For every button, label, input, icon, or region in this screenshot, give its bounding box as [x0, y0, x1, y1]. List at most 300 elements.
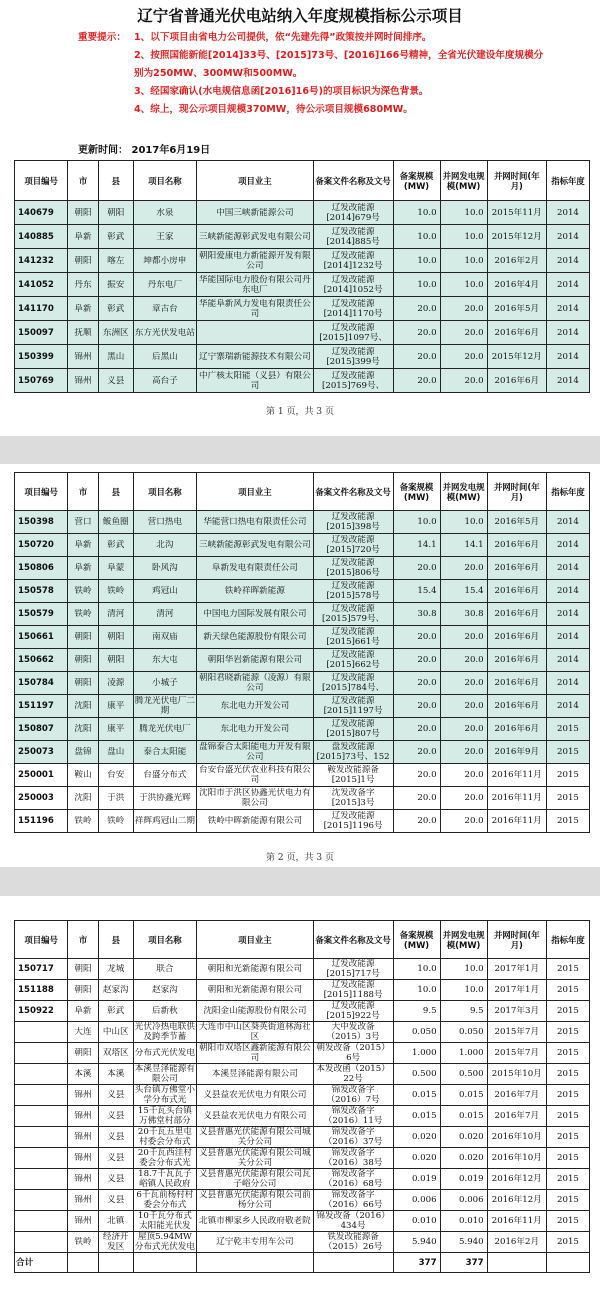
table-row	[15, 273, 590, 297]
cell-city: 锦州	[68, 1127, 99, 1148]
cell-owner: 铁岭祥晖新能源	[197, 580, 314, 603]
notes-label: 重要提示：	[78, 32, 126, 43]
table-row	[15, 603, 590, 626]
cell-county: 阜蒙	[98, 557, 133, 580]
cell-grid-capacity: 20.0	[440, 741, 487, 764]
cell-year: 2015	[546, 810, 589, 833]
cell-capacity: 20.0	[393, 626, 440, 649]
cell-owner: 华能国际电力股份有限公司丹东电厂	[197, 273, 314, 297]
cell-grid-time: 2016年7月	[487, 1085, 546, 1106]
cell-county: 铁岭	[98, 580, 133, 603]
cell-grid-time: 2016年6月	[487, 672, 546, 695]
cell-name: 20千瓦五里屯村委会分布式	[133, 1127, 196, 1148]
cell-grid-capacity: 20.0	[440, 764, 487, 787]
cell-grid-time: 2016年6月	[487, 649, 546, 672]
cell-file: 辽发改能源[2015]717号	[313, 959, 393, 980]
cell-name: 水泉	[133, 201, 196, 225]
cell-owner: 东北电力开发公司	[197, 718, 314, 741]
cell-file: 锦发改备字（2016）11号	[313, 1106, 393, 1127]
cell-county: 义县	[98, 1148, 133, 1169]
cell-file: 铁发改能源备（2015）26号	[313, 1232, 393, 1253]
cell-name: 清河	[133, 603, 196, 626]
cell-file: 辽发改能源[2015]922号	[313, 1001, 393, 1022]
cell-name: 营口热电	[133, 511, 196, 534]
header-grid-time: 并网时间(年月)	[487, 161, 546, 201]
header-code: 项目编号	[15, 161, 68, 201]
table-row	[15, 810, 590, 833]
cell-code: 151188	[15, 980, 68, 1001]
cell-grid-capacity: 10.0	[440, 980, 487, 1001]
cell-code: 250073	[15, 741, 68, 764]
cell-city: 盘锦	[68, 741, 99, 764]
cell-grid-time: 2015年12月	[487, 345, 546, 369]
cell-capacity: 15.4	[393, 580, 440, 603]
cell-owner: 中国电力国际发展有限公司	[197, 603, 314, 626]
cell-name: 10千瓦分布式太阳能光伏发	[133, 1211, 196, 1232]
project-table-page-2	[14, 472, 590, 833]
cell-county: 铁岭	[98, 810, 133, 833]
page-number: 第 2 页，共 3 页	[266, 853, 334, 863]
cell-year: 2014	[546, 534, 589, 557]
cell-grid-time: 2016年12月	[487, 1190, 546, 1211]
cell-year: 2014	[546, 321, 589, 345]
cell-code: 150922	[15, 1001, 68, 1022]
note-line-5: 4、综上，现公示项目规模370MW，待公示项目规模680MW。	[134, 104, 413, 115]
cell-code: 150720	[15, 534, 68, 557]
cell-city: 朝阳	[68, 672, 99, 695]
cell-owner: 朝阳和光新能源有限公司	[197, 959, 314, 980]
update-time: 更新时间： 2017年6月19日	[78, 145, 211, 156]
header-county: 县	[98, 473, 133, 511]
table-row	[15, 249, 590, 273]
cell-grid-capacity: 20.0	[440, 810, 487, 833]
cell-capacity: 20.0	[393, 649, 440, 672]
cell-grid-time: 2015年11月	[487, 201, 546, 225]
table-row	[15, 1022, 590, 1043]
cell-city: 阜新	[68, 534, 99, 557]
cell-county: 中山区	[98, 1022, 133, 1043]
cell-file: 辽发改能源[2014]885号	[313, 225, 393, 249]
total-empty-cell	[68, 1253, 99, 1273]
cell-year: 2014	[546, 672, 589, 695]
cell-city: 锦州	[68, 1211, 99, 1232]
table-row	[15, 201, 590, 225]
cell-name: 高台子	[133, 369, 196, 393]
cell-capacity: 20.0	[393, 741, 440, 764]
cell-year: 2014	[546, 695, 589, 718]
header-grid-capacity: 并网发电规模(MW)	[440, 161, 487, 201]
cell-county: 彰武	[98, 297, 133, 321]
cell-owner: 本溪昱泽能源有限公司	[197, 1064, 314, 1085]
cell-grid-time: 2016年6月	[487, 534, 546, 557]
cell-name: 15千瓦头台镇万佛堂村部分	[133, 1106, 196, 1127]
cell-capacity: 20.0	[393, 297, 440, 321]
cell-grid-capacity: 0.015	[440, 1085, 487, 1106]
cell-file: 鞍发改能源备[2015]1号	[313, 764, 393, 787]
cell-file: 锦发改备字（2016）37号	[313, 1127, 393, 1148]
cell-grid-time: 2016年2月	[487, 1232, 546, 1253]
cell-year: 2014	[546, 369, 589, 393]
cell-owner: 三峡新能源彰武发电有限公司	[197, 534, 314, 557]
cell-grid-time: 2016年4月	[487, 273, 546, 297]
cell-name: 联合	[133, 959, 196, 980]
cell-grid-time: 2016年12月	[487, 1169, 546, 1190]
cell-code: 151197	[15, 695, 68, 718]
cell-file: 本发改函（2015）22号	[313, 1064, 393, 1085]
cell-name: 北沟	[133, 534, 196, 557]
cell-year: 2015	[546, 1232, 589, 1253]
cell-grid-time: 2016年6月	[487, 718, 546, 741]
header-capacity: 备案规模(MW)	[393, 921, 440, 959]
cell-grid-time: 2016年6月	[487, 557, 546, 580]
cell-year: 2014	[546, 225, 589, 249]
cell-year: 2014	[546, 201, 589, 225]
cell-grid-time: 2016年10月	[487, 1148, 546, 1169]
cell-grid-time: 2016年6月	[487, 321, 546, 345]
cell-owner: 义县普惠光伏能源有限公司前杨分公司	[197, 1190, 314, 1211]
cell-grid-time: 2015年7月	[487, 1022, 546, 1043]
cell-capacity: 20.0	[393, 764, 440, 787]
cell-owner: 三峡新能源彰武发电有限公司	[197, 225, 314, 249]
header-file: 备案文件名称及文号	[313, 161, 393, 201]
cell-county: 义县	[98, 1085, 133, 1106]
cell-file: 辽发改能源[2015]720号	[313, 534, 393, 557]
cell-name: 祥辉鸡冠山二期	[133, 810, 196, 833]
cell-file: 辽发改能源[2014]679号	[313, 201, 393, 225]
cell-owner: 朝阳君晓新能源（凌源）有限公司	[197, 672, 314, 695]
cell-grid-capacity: 20.0	[440, 649, 487, 672]
cell-county: 经济开发区	[98, 1232, 133, 1253]
cell-county: 龙城	[98, 959, 133, 980]
cell-county: 义县	[98, 369, 133, 393]
header-file: 备案文件名称及文号	[313, 473, 393, 511]
table-row	[15, 1085, 590, 1106]
cell-file: 辽发改能源[2015]579号、	[313, 603, 393, 626]
cell-code: 150806	[15, 557, 68, 580]
cell-file: 辽发改能源[2015]1197号	[313, 695, 393, 718]
cell-code: 150097	[15, 321, 68, 345]
cell-grid-capacity: 1.000	[440, 1043, 487, 1064]
cell-year: 2015	[546, 1022, 589, 1043]
cell-capacity: 20.0	[393, 345, 440, 369]
table-row	[15, 764, 590, 787]
table-row	[15, 1232, 590, 1253]
cell-code: 150579	[15, 603, 68, 626]
cell-name: 6千瓦前杨村村委会分布式	[133, 1190, 196, 1211]
cell-year: 2015	[546, 1001, 589, 1022]
cell-grid-time: 2016年10月	[487, 1127, 546, 1148]
cell-capacity: 30.8	[393, 603, 440, 626]
cell-county: 清河	[98, 603, 133, 626]
cell-city: 锦州	[68, 345, 99, 369]
cell-city: 铁岭	[68, 580, 99, 603]
cell-capacity: 10.0	[393, 959, 440, 980]
header-owner: 项目业主	[197, 161, 314, 201]
cell-year: 2015	[546, 1127, 589, 1148]
cell-year: 2015	[546, 741, 589, 764]
cell-city: 铁岭	[68, 810, 99, 833]
cell-capacity: 10.0	[393, 201, 440, 225]
cell-year: 2015	[546, 1085, 589, 1106]
header-code: 项目编号	[15, 473, 68, 511]
cell-city: 阜新	[68, 1001, 99, 1022]
cell-owner: 义县普惠光伏能源有限公司瓦子峪分公司	[197, 1169, 314, 1190]
cell-year: 2015	[546, 1148, 589, 1169]
cell-file: 辽发改能源[2015]662号	[313, 649, 393, 672]
cell-capacity: 20.0	[393, 787, 440, 810]
cell-code	[15, 1232, 68, 1253]
cell-file: 锦发改备字（2016）38号	[313, 1148, 393, 1169]
cell-capacity: 10.0	[393, 511, 440, 534]
cell-name: 后黑山	[133, 345, 196, 369]
cell-file: 辽发改能源[2015]661号	[313, 626, 393, 649]
page-3	[0, 896, 600, 1293]
cell-county: 本溪	[98, 1064, 133, 1085]
cell-file: 辽发改能源[2014]1170号	[313, 297, 393, 321]
header-owner: 项目业主	[197, 473, 314, 511]
cell-owner: 沈阳市于洪区协鑫光伏电力有限公司	[197, 787, 314, 810]
cell-owner: 铁岭中晖新能源有限公司	[197, 810, 314, 833]
cell-grid-capacity: 20.0	[440, 557, 487, 580]
cell-year: 2014	[546, 511, 589, 534]
page-title: 辽宁省普通光伏电站纳入年度规模指标公示项目	[137, 7, 463, 25]
cell-city: 锦州	[68, 1169, 99, 1190]
cell-grid-capacity: 20.0	[440, 626, 487, 649]
cell-city: 朝阳	[68, 626, 99, 649]
table-row	[15, 649, 590, 672]
table-row	[15, 1001, 590, 1022]
cell-county: 彰武	[98, 534, 133, 557]
cell-county: 振安	[98, 273, 133, 297]
cell-grid-time: 2017年3月	[487, 1001, 546, 1022]
table-row	[15, 225, 590, 249]
cell-year: 2014	[546, 557, 589, 580]
cell-grid-capacity: 20.0	[440, 718, 487, 741]
cell-owner: 义县普惠光伏能源有限公司城关分公司	[197, 1148, 314, 1169]
header-year: 指标年度	[546, 921, 589, 959]
cell-county: 北镇	[98, 1211, 133, 1232]
header-name: 项目名称	[133, 161, 196, 201]
cell-county: 双塔区	[98, 1043, 133, 1064]
cell-city: 锦州	[68, 369, 99, 393]
cell-code: 150661	[15, 626, 68, 649]
cell-grid-time: 2015年10月	[487, 1064, 546, 1085]
cell-city: 沈阳	[68, 718, 99, 741]
cell-city: 朝阳	[68, 959, 99, 980]
header-year: 指标年度	[546, 473, 589, 511]
total-empty-cell	[487, 1253, 546, 1273]
cell-file: 锦发改备字（2016）66号	[313, 1190, 393, 1211]
table-row	[15, 580, 590, 603]
cell-file: 辽发改能源[2015]806号	[313, 557, 393, 580]
total-capacity: 377	[393, 1253, 440, 1273]
table-row	[15, 511, 590, 534]
cell-county: 盘山	[98, 741, 133, 764]
cell-grid-capacity: 10.0	[440, 959, 487, 980]
cell-city: 朝阳	[68, 649, 99, 672]
cell-owner: 中广核太阳能（义县）有限公司	[197, 369, 314, 393]
cell-owner: 辽宁乾丰专用车公司	[197, 1232, 314, 1253]
cell-county: 义县	[98, 1169, 133, 1190]
cell-grid-capacity: 20.0	[440, 672, 487, 695]
cell-county: 彰武	[98, 1001, 133, 1022]
cell-code: 250001	[15, 764, 68, 787]
cell-city: 沈阳	[68, 695, 99, 718]
cell-county: 黑山	[98, 345, 133, 369]
page-1	[0, 0, 600, 452]
cell-file: 辽发改能源[2014]1052号	[313, 273, 393, 297]
cell-grid-capacity: 10.0	[440, 225, 487, 249]
cell-code	[15, 1106, 68, 1127]
cell-county: 台安	[98, 764, 133, 787]
cell-grid-capacity: 10.0	[440, 511, 487, 534]
cell-name: 赵家沟	[133, 980, 196, 1001]
project-table-page-3	[14, 920, 590, 1273]
cell-grid-capacity: 20.0	[440, 321, 487, 345]
header-city: 市	[68, 473, 99, 511]
table-row	[15, 1148, 590, 1169]
cell-code: 250003	[15, 787, 68, 810]
cell-city: 阜新	[68, 297, 99, 321]
table-row	[15, 718, 590, 741]
cell-grid-capacity: 20.0	[440, 695, 487, 718]
cell-grid-capacity: 0.020	[440, 1148, 487, 1169]
cell-year: 2015	[546, 959, 589, 980]
cell-city: 本溪	[68, 1064, 99, 1085]
cell-owner: 义县益农光伏电力有限公司	[197, 1085, 314, 1106]
cell-year: 2015	[546, 980, 589, 1001]
cell-grid-time: 2016年5月	[487, 297, 546, 321]
cell-code	[15, 1127, 68, 1148]
cell-name: 丹东电厂	[133, 273, 196, 297]
table-row	[15, 741, 590, 764]
cell-name: 本溪昱泽能源有限公司	[134, 1064, 195, 1084]
cell-year: 2015	[546, 1211, 589, 1232]
cell-code: 141232	[15, 249, 68, 273]
total-empty-cell	[133, 1253, 196, 1273]
cell-year: 2014	[546, 273, 589, 297]
cell-owner: 阜新发电有限责任公司	[197, 557, 314, 580]
total-label: 合计	[15, 1253, 68, 1273]
note-line-1: 1、以下项目由省电力公司提供，依“先建先得”政策按并网时间排序。	[134, 32, 432, 43]
cell-code	[15, 1211, 68, 1232]
cell-code: 150807	[15, 718, 68, 741]
cell-capacity: 1.000	[393, 1043, 440, 1064]
cell-grid-time: 2017年1月	[487, 959, 546, 980]
cell-capacity: 10.0	[393, 273, 440, 297]
total-row	[15, 1253, 590, 1273]
cell-owner: 义县益农光伏电力有限公司	[197, 1106, 314, 1127]
cell-name: 章古台	[133, 297, 196, 321]
cell-city: 锦州	[68, 1085, 99, 1106]
cell-county: 义县	[98, 1127, 133, 1148]
cell-name: 台盛分布式	[133, 764, 196, 787]
cell-grid-time: 2016年6月	[487, 626, 546, 649]
header-grid-capacity: 并网发电规模(MW)	[440, 921, 487, 959]
cell-capacity: 0.015	[393, 1106, 440, 1127]
cell-code	[15, 1043, 68, 1064]
cell-city: 锦州	[68, 1106, 99, 1127]
cell-owner: 朝阳华岩新能源有限公司	[197, 649, 314, 672]
table-row	[15, 1190, 590, 1211]
header-owner: 项目业主	[197, 921, 314, 959]
table-row	[15, 297, 590, 321]
cell-grid-capacity: 10.0	[440, 249, 487, 273]
cell-county: 赵家沟	[98, 980, 133, 1001]
cell-code: 141052	[15, 273, 68, 297]
cell-capacity: 14.1	[393, 534, 440, 557]
cell-city: 阜新	[68, 557, 99, 580]
cell-file: 沈发改备字[2015]3号	[313, 787, 393, 810]
cell-capacity: 20.0	[393, 672, 440, 695]
cell-grid-capacity: 9.5	[440, 1001, 487, 1022]
cell-city: 朝阳	[68, 249, 99, 273]
cell-grid-capacity: 5.940	[440, 1232, 487, 1253]
cell-owner: 盘锦泰合太阳能电力开发有限公司	[197, 741, 314, 764]
cell-grid-time: 2016年6月	[487, 580, 546, 603]
cell-owner: 朝阳市双塔区鑫新能源有限公司	[197, 1043, 314, 1064]
cell-code: 150398	[15, 511, 68, 534]
cell-year: 2014	[546, 580, 589, 603]
table-row	[15, 672, 590, 695]
table-row	[15, 695, 590, 718]
cell-code: 151196	[15, 810, 68, 833]
cell-code: 150717	[15, 959, 68, 980]
total-grid-capacity: 377	[440, 1253, 487, 1273]
table-row	[15, 369, 590, 393]
cell-county: 喀左	[98, 249, 133, 273]
cell-code	[15, 1022, 68, 1043]
header-county: 县	[98, 921, 133, 959]
cell-code	[15, 1169, 68, 1190]
cell-code	[15, 1085, 68, 1106]
cell-grid-capacity: 0.050	[440, 1022, 487, 1043]
cell-capacity: 10.0	[393, 249, 440, 273]
note-line-3: 别为250MW、300MW和500MW。	[134, 68, 303, 79]
cell-year: 2015	[546, 787, 589, 810]
cell-county: 义县	[98, 1190, 133, 1211]
total-empty-cell	[197, 1253, 314, 1273]
header-grid-time: 并网时间(年月)	[487, 921, 546, 959]
cell-grid-time: 2016年7月	[487, 1106, 546, 1127]
total-empty-cell	[313, 1253, 393, 1273]
cell-file: 大中发改备（2015）3号	[313, 1022, 393, 1043]
cell-county: 朝阳	[98, 201, 133, 225]
cell-grid-capacity: 15.4	[440, 580, 487, 603]
cell-year: 2015	[546, 1043, 589, 1064]
cell-city: 铁岭	[68, 603, 99, 626]
cell-capacity: 0.019	[393, 1169, 440, 1190]
cell-capacity: 10.0	[393, 980, 440, 1001]
cell-file: 辽发改能源[2015]769号、	[313, 369, 393, 393]
cell-grid-capacity: 0.020	[440, 1127, 487, 1148]
table-row	[15, 557, 590, 580]
cell-city: 抚顺	[68, 321, 99, 345]
cell-capacity: 20.0	[393, 369, 440, 393]
cell-file: 辽发改能源[2015]1097号、	[313, 321, 393, 345]
cell-grid-time: 2016年11月	[487, 1211, 546, 1232]
cell-capacity: 20.0	[393, 810, 440, 833]
header-year: 指标年度	[546, 161, 589, 201]
header-name: 项目名称	[133, 473, 196, 511]
cell-grid-capacity: 10.0	[440, 201, 487, 225]
cell-code: 140885	[15, 225, 68, 249]
cell-county: 康平	[98, 695, 133, 718]
cell-city: 锦州	[68, 1190, 99, 1211]
cell-file: 辽发改能源[2015]807号	[313, 718, 393, 741]
header-capacity: 备案规模(MW)	[393, 161, 440, 201]
cell-file: 锦发改备字（2016）7号	[313, 1085, 393, 1106]
